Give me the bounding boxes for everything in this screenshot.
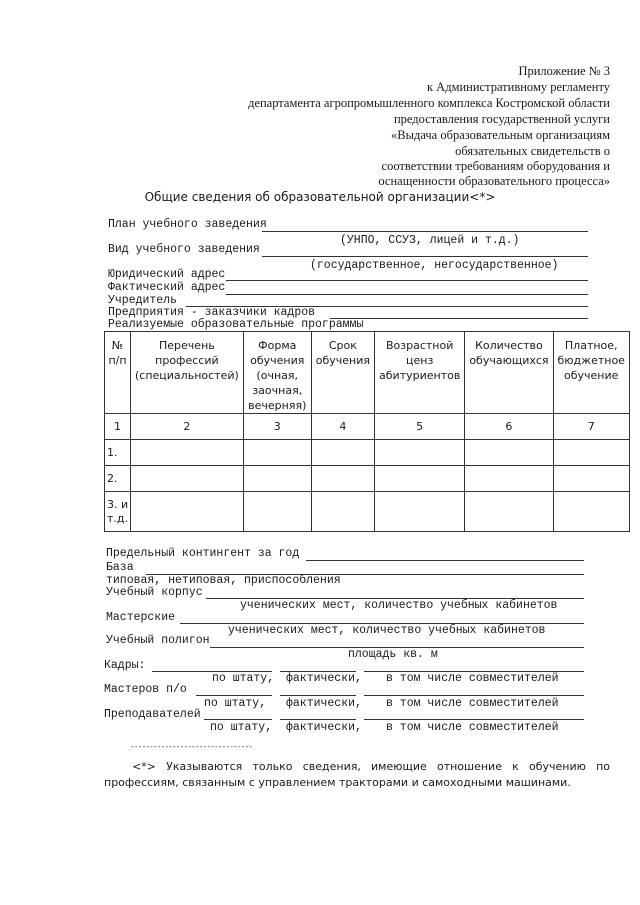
col-number-5: 5 [375,414,465,440]
footnote-text: <*> Указываются только сведения, имеющие отношение к обучению по профессиям, связанным с управлением тракторами и самоходными машинами. [104,760,610,789]
staff-label: Кадры: [104,659,146,672]
workshops-label: Мастерские [106,611,176,624]
table-cell[interactable] [131,492,244,532]
masters-actual: фактически, [286,697,362,710]
header-cell-age: Возрастной ценз абитуриентов [375,332,465,414]
table-cell[interactable] [311,492,374,532]
teachers-by-staff: по штату, [210,721,273,734]
masters-line-1[interactable] [196,695,272,696]
footnote-separator: -------------------------------- [130,742,253,751]
staff-by-staff: по штату, [212,672,275,685]
plan-label: План учебного заведения [108,218,267,231]
masters-label: Мастеров п/о [104,683,187,696]
teachers-part-time: в том числе совместителей [386,721,559,734]
programs-table [104,331,630,532]
contingent-line[interactable] [306,560,584,561]
header-line: к Административному регламенту [426,80,610,94]
table-cell[interactable] [375,492,465,532]
page-title: Общие сведения об образовательной организации<*> [144,190,496,204]
masters-part-time: в том числе совместителей [386,697,559,710]
header-cell-payment: Платное, бюджетное обучение [553,332,629,414]
col-number-2: 2 [131,414,244,440]
polygon-hint: площадь кв. м [348,648,438,661]
table-cell[interactable] [553,440,629,466]
col-number-7: 7 [553,414,629,440]
table-cell[interactable] [465,466,553,492]
founder-label: Учредитель [108,294,178,307]
table-row [105,440,630,466]
teachers-line-3[interactable] [364,719,584,720]
legal-address-line[interactable] [226,280,588,281]
header-cell-term: Срок обучения [311,332,374,414]
header-line: предоставления государственной услуги [393,112,610,126]
staff-actual: фактически, [286,672,362,685]
header-cell-number: № п/п [105,332,131,414]
workshops-hint: ученических мест, количество учебных кабинетов [228,624,546,637]
masters-by-staff: по штату, [204,697,267,710]
legal-address-label: Юридический адрес [108,268,226,281]
teachers-line-1[interactable] [204,719,272,720]
header-line: «Выдача образовательным организациям [391,128,610,142]
header-line: оснащенности образовательного процесса» [378,174,610,188]
table-cell[interactable] [465,492,553,532]
plan-hint: (УНПО, ССУЗ, лицей и т.д.) [340,234,520,247]
staff-part-time: в том числе совместителей [386,672,559,685]
actual-address-label: Фактический адрес [108,281,226,294]
base-hint: типовая, нетиповая, приспособления [106,574,341,587]
header-line: департамента агропромышленного комплекса Костромской области [248,96,610,110]
row-number: 1. [105,440,131,466]
polygon-label: Учебный полигон [106,634,210,647]
building-label: Учебный корпус [106,586,203,599]
appendix-number: Приложение № 3 [518,64,610,78]
header-cell-professions: Перечень профессий (специальностей) [131,332,244,414]
header-line: соответствии требованиям оборудования и [381,159,610,173]
row-number: 2. [105,466,131,492]
table-cell[interactable] [553,492,629,532]
employers-label: Предприятия - заказчики кадров [108,306,316,319]
table-cell[interactable] [553,466,629,492]
teachers-actual: фактически, [286,721,362,734]
header-cell-form: Форма обучения (очная, заочная, вечерняя) [243,332,311,414]
table-cell[interactable] [311,466,374,492]
table-cell[interactable] [131,440,244,466]
plan-line[interactable] [262,231,588,232]
type-label: Вид учебного заведения [108,243,260,256]
header-cell-count: Количество обучающихся [465,332,553,414]
teachers-label: Преподавателей [104,708,201,721]
header-line: обязательных свидетельств о [455,144,610,158]
table-cell[interactable] [375,466,465,492]
table-cell[interactable] [243,492,311,532]
actual-address-line[interactable] [226,294,588,295]
type-hint: (государственное, негосударственное) [310,259,559,272]
building-hint: ученических мест, количество учебных кабинетов [240,599,558,612]
table-cell[interactable] [465,440,553,466]
col-number-1: 1 [105,414,131,440]
row-number: 3. и т.д. [105,492,131,532]
base-label: База [106,561,134,574]
table-cell[interactable] [131,466,244,492]
col-number-3: 3 [243,414,311,440]
table-cell[interactable] [243,466,311,492]
masters-line-3[interactable] [364,695,584,696]
masters-line-2[interactable] [280,695,356,696]
programs-label: Реализуемые образовательные программы [108,318,364,331]
contingent-label: Предельный контингент за год [106,547,300,560]
col-number-6: 6 [465,414,553,440]
table-cell[interactable] [375,440,465,466]
table-cell[interactable] [311,440,374,466]
table-row [105,492,630,532]
table-cell[interactable] [243,440,311,466]
col-number-4: 4 [311,414,374,440]
employers-line[interactable] [330,318,588,319]
teachers-line-2[interactable] [280,719,356,720]
type-line[interactable] [262,256,588,257]
table-row [105,466,630,492]
